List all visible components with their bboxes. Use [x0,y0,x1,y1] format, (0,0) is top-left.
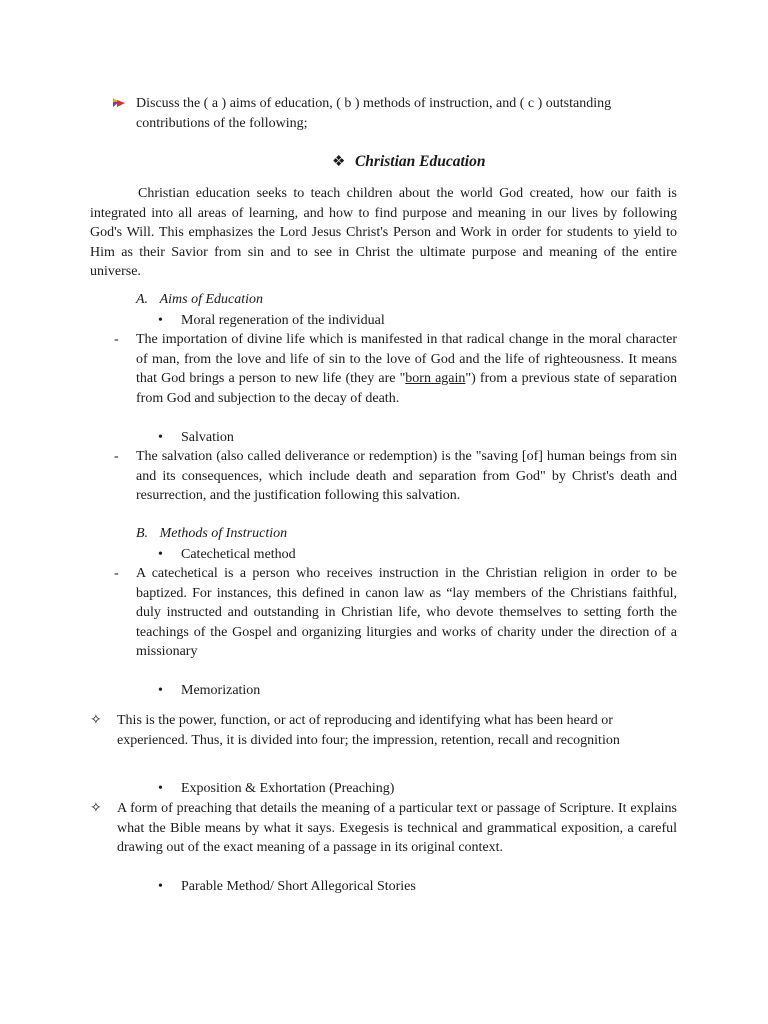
diamond-icon: ✧ [90,801,102,816]
moral-regeneration-text-part1: The importation of divine life which is manifested in that radical change in the moral character of man, from the love and life of sin to the love of God and the life of righteousness. It means that God brings a person to new life (they are " [136,332,677,386]
dash-icon: - [114,449,119,464]
bullet-salvation [158,428,234,448]
bullet-icon: • [158,879,163,894]
moral-regeneration-text [136,330,677,408]
bullet-exposition [158,779,395,799]
bullet-label: Memorization [181,683,261,698]
bullet-parable-method [158,877,416,897]
bullet-icon: • [158,547,163,562]
intro-line-2: contributions of the following; [136,115,308,131]
section-a-title [136,290,263,310]
bullet-icon: • [158,683,163,698]
bullet-label: Catechetical method [181,547,296,562]
heading-title: Christian Education [354,153,486,170]
bullet-icon: • [158,781,163,796]
section-a-label: A. [136,292,149,307]
intro-line-1: Discuss the ( a ) aims of education, ( b ) methods of instruction, and ( c ) outstanding [136,96,612,111]
bullet-memorization [158,681,261,701]
section-a-heading: Aims of Education [159,292,263,307]
intro-bullet-icon [112,96,126,116]
catechetical-text: A catechetical is a person who receives instruction in the Christian religion in order to be baptized. For instances, this defined in canon law as “lay members of the Christians faithful, duly instructed and outstanding in Christian life, who devote themselves to setting forth the teachings of the Gospel and organizing liturgies and works of charity under the direction of a missionary [136,566,677,659]
intro-paragraph: Christian education seeks to teach children about the world God created, how our faith is integrated into all areas of learning, and how to find purpose and meaning in our lives by following God's Will. This emphasizes the Lord Jesus Christ's Person and Work in order for students to yield to Him as their Savior from sin and to see in Christ the ultimate purpose and meaning of the entire universe. [90,186,677,279]
section-b-title [136,524,287,544]
bullet-moral-regeneration [158,311,385,331]
moral-regeneration-text-part2: ") from a previous state of separation from God and subjection to the decay of death. [136,371,677,406]
exposition-text: A form of preaching that details the meaning of a particular text or passage of Scripture. It explains what the Bible means by what it says. Exegesis is technical and grammatical exposition, a careful drawing out of the exact meaning of a passage in its original context. [117,801,677,855]
section-heading [332,152,485,173]
bullet-icon: • [158,313,163,328]
bullet-label: Parable Method/ Short Allegorical Stories [181,879,416,894]
section-b-heading: Methods of Instruction [159,526,288,541]
dash-icon: - [114,332,119,347]
salvation-text: The salvation (also called deliverance or redemption) is the "saving [of] human beings from sin and its consequences, which include death and separation from God" by Christ's death and resurrection, and the justification following this salvation. [136,449,677,503]
bullet-label: Moral regeneration of the individual [181,313,385,328]
bullet-label: Salvation [181,430,234,445]
dash-icon: - [114,566,119,581]
bullet-icon: • [158,430,163,445]
diamond-heading-icon: ❖ [332,154,346,170]
diamond-icon: ✧ [90,713,102,728]
bullet-label: Exposition & Exhortation (Preaching) [181,781,395,796]
born-again-link[interactable]: born again [405,371,466,386]
section-b-label: B. [136,526,149,541]
memorization-text: This is the power, function, or act of reproducing and identifying what has been heard or experienced. Thus, it is divided into four; the impression, retention, recall and recognition [117,713,620,748]
intro-text [136,94,696,133]
bullet-catechetical-method [158,545,296,565]
